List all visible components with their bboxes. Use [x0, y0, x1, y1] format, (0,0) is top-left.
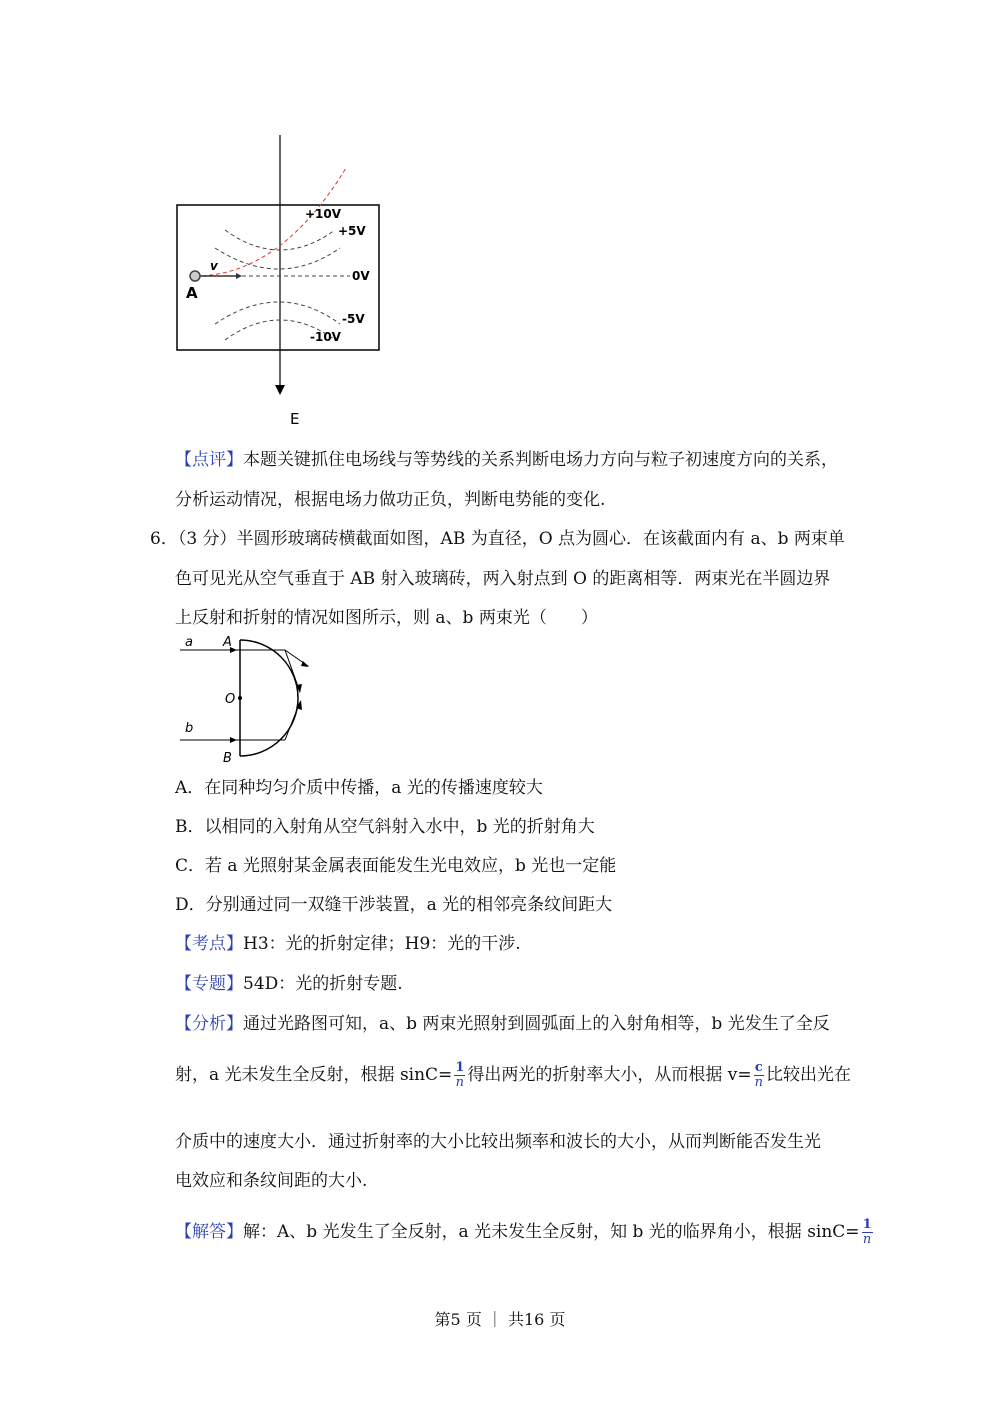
analysis-line1: 【分析】通过光路图可知，a、b 两束光照射到圆弧面上的入射角相等，b 光发生了全反: [175, 1014, 830, 1034]
answer-fraction: $\frac{1}{n}$: [862, 1217, 872, 1247]
question-number: 6．: [150, 529, 178, 549]
label-center-o: O: [225, 692, 236, 707]
label-point-a2: A: [223, 635, 232, 650]
label-minus5v: -5V: [342, 312, 365, 326]
label-ray-a: a: [185, 635, 193, 650]
option-d: D．分别通过同一双缝干涉装置，a 光的相邻亮条纹间距大: [175, 895, 613, 915]
answer-line: 【解答】解：A、b 光发生了全反射，a 光未发生全反射，知 b 光的临界角小，根据 sinC= $\frac{1}{n}$: [175, 1217, 872, 1247]
fraction-1-over-n: $\frac{1}{n}$: [455, 1060, 465, 1090]
label-velocity: v: [210, 259, 218, 273]
option-c: C．若 a 光照射某金属表面能发生光电效应，b 光也一定能: [175, 856, 617, 876]
analysis-tag: 【分析】: [175, 1014, 243, 1034]
label-minus10v: -10V: [310, 330, 341, 344]
review-tag: 【点评】: [175, 450, 243, 470]
analysis-line2: 射，a 光未发生全反射，根据 sinC= $\frac{1}{n}$ 得出两光的折射率大小，从而根据 v= $\frac{c}{n}$ 比较出光在: [175, 1060, 851, 1090]
equipotential-figure: [170, 130, 390, 430]
zhuanti-line: 【专题】54D：光的折射专题.: [175, 974, 403, 994]
review-line2: 分析运动情况，根据电场力做功正负，判断电势能的变化.: [175, 490, 606, 510]
option-b: B．以相同的入射角从空气斜射入水中，b 光的折射角大: [175, 817, 595, 837]
answer-tag: 【解答】: [175, 1222, 243, 1242]
question-line3: 上反射和折射的情况如图所示，则 a、b 两束光（ ）: [175, 608, 598, 628]
label-0v: 0V: [352, 269, 370, 283]
label-point-a: A: [186, 284, 198, 302]
analysis-line4: 电效应和条纹间距的大小.: [175, 1171, 368, 1191]
label-plus10v: +10V: [305, 207, 342, 221]
analysis-line3: 介质中的速度大小．通过折射率的大小比较出频率和波长的大小，从而判断能否发生光: [175, 1132, 821, 1152]
page-footer: 第5 页 ｜ 共16 页: [434, 1310, 566, 1329]
question-line2: 色可见光从空气垂直于 AB 射入玻璃砖，两入射点到 O 的距离相等．两束光在半圆边界: [175, 569, 831, 589]
label-field-e: E: [290, 410, 300, 428]
semicircle-glass-figure: [175, 630, 325, 770]
review-line1: 【点评】本题关键抓住电场线与等势线的关系判断电场力方向与粒子初速度方向的关系，: [175, 450, 838, 470]
zhuanti-tag: 【专题】: [175, 974, 243, 994]
option-a: A．在同种均匀介质中传播，a 光的传播速度较大: [175, 778, 543, 798]
kaodian-tag: 【考点】: [175, 934, 243, 954]
question-line1: 6．（3 分）半圆形玻璃砖横截面如图，AB 为直径，O 点为圆心．在该截面内有 a、b 两束单: [150, 529, 845, 549]
label-plus5v: +5V: [338, 224, 366, 238]
label-ray-b: b: [185, 721, 194, 736]
kaodian-line: 【考点】H3：光的折射定律；H9：光的干涉.: [175, 934, 521, 954]
label-point-b: B: [223, 751, 232, 766]
fraction-c-over-n: $\frac{c}{n}$: [754, 1060, 763, 1090]
